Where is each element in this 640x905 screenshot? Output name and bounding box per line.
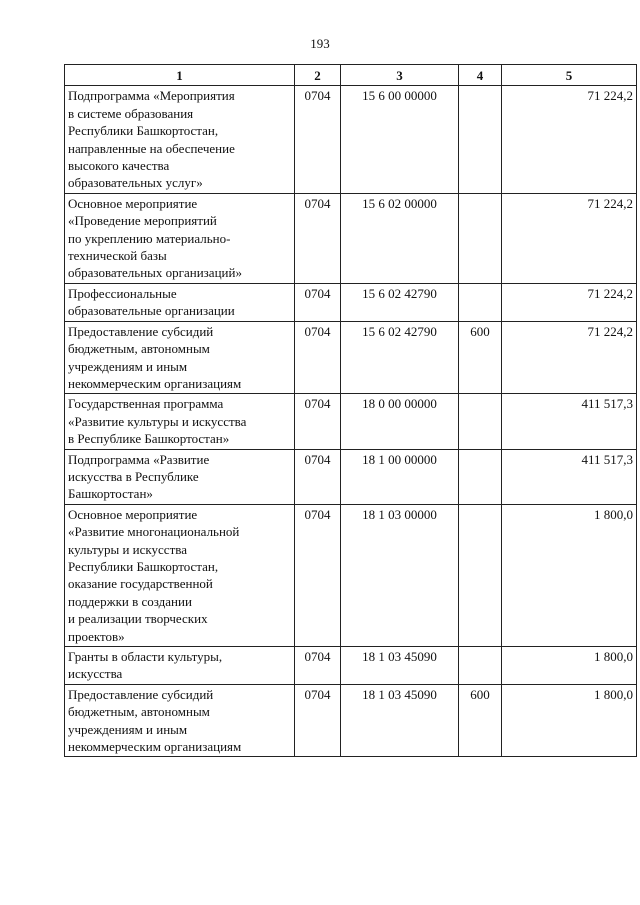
amount: 71 224,2	[502, 86, 637, 193]
header-col-5: 5	[502, 65, 637, 86]
section-code: 0704	[295, 647, 341, 685]
table-row	[65, 86, 637, 193]
budget-table	[64, 64, 637, 757]
amount: 71 224,2	[502, 283, 637, 321]
table-row	[65, 647, 637, 685]
target-article: 15 6 00 00000	[341, 86, 459, 193]
section-code: 0704	[295, 449, 341, 504]
expense-type	[459, 86, 502, 193]
amount: 1 800,0	[502, 647, 637, 685]
expense-type: 600	[459, 684, 502, 757]
table-row	[65, 394, 637, 449]
item-name: Предоставление субсидий бюджетным, автономным учреждениям и иным некоммерческим организациям	[65, 321, 295, 394]
amount: 1 800,0	[502, 504, 637, 646]
table-row	[65, 193, 637, 283]
target-article: 18 1 03 45090	[341, 684, 459, 757]
header-row	[65, 65, 637, 86]
item-name: Профессиональные образовательные организации	[65, 283, 295, 321]
section-code: 0704	[295, 684, 341, 757]
header-col-4: 4	[459, 65, 502, 86]
item-name: Основное мероприятие «Развитие многонациональной культуры и искусства Республики Башкортостан, оказание государственной поддержки в создании и реализации творческих проектов»	[65, 504, 295, 646]
header-col-3: 3	[341, 65, 459, 86]
section-code: 0704	[295, 504, 341, 646]
table-row	[65, 283, 637, 321]
section-code: 0704	[295, 193, 341, 283]
item-name: Основное мероприятие «Проведение мероприятий по укреплению материально- технической базы образовательных организаций»	[65, 193, 295, 283]
table-row	[65, 684, 637, 757]
item-name: Гранты в области культуры, искусства	[65, 647, 295, 685]
target-article: 18 1 03 00000	[341, 504, 459, 646]
expense-type	[459, 193, 502, 283]
page-number: 193	[310, 36, 330, 51]
expense-type	[459, 283, 502, 321]
target-article: 18 1 00 00000	[341, 449, 459, 504]
target-article: 18 1 03 45090	[341, 647, 459, 685]
table-row	[65, 504, 637, 646]
item-name: Подпрограмма «Развитие искусства в Республике Башкортостан»	[65, 449, 295, 504]
item-name: Государственная программа «Развитие культуры и искусства в Республике Башкортостан»	[65, 394, 295, 449]
expense-type	[459, 647, 502, 685]
expense-type: 600	[459, 321, 502, 394]
amount: 71 224,2	[502, 193, 637, 283]
expense-type	[459, 504, 502, 646]
section-code: 0704	[295, 283, 341, 321]
target-article: 15 6 02 42790	[341, 283, 459, 321]
section-code: 0704	[295, 86, 341, 193]
target-article: 15 6 02 42790	[341, 321, 459, 394]
expense-type	[459, 394, 502, 449]
expense-type	[459, 449, 502, 504]
amount: 1 800,0	[502, 684, 637, 757]
header-col-2: 2	[295, 65, 341, 86]
header-col-1: 1	[65, 65, 295, 86]
item-name: Предоставление субсидий бюджетным, автономным учреждениям и иным некоммерческим организациям	[65, 684, 295, 757]
table-row	[65, 449, 637, 504]
section-code: 0704	[295, 394, 341, 449]
amount: 411 517,3	[502, 394, 637, 449]
section-code: 0704	[295, 321, 341, 394]
target-article: 15 6 02 00000	[341, 193, 459, 283]
amount: 71 224,2	[502, 321, 637, 394]
item-name: Подпрограмма «Мероприятия в системе образования Республики Башкортостан, направленные на обеспечение высокого качества образовательных услуг»	[65, 86, 295, 193]
target-article: 18 0 00 00000	[341, 394, 459, 449]
table-row	[65, 321, 637, 394]
amount: 411 517,3	[502, 449, 637, 504]
